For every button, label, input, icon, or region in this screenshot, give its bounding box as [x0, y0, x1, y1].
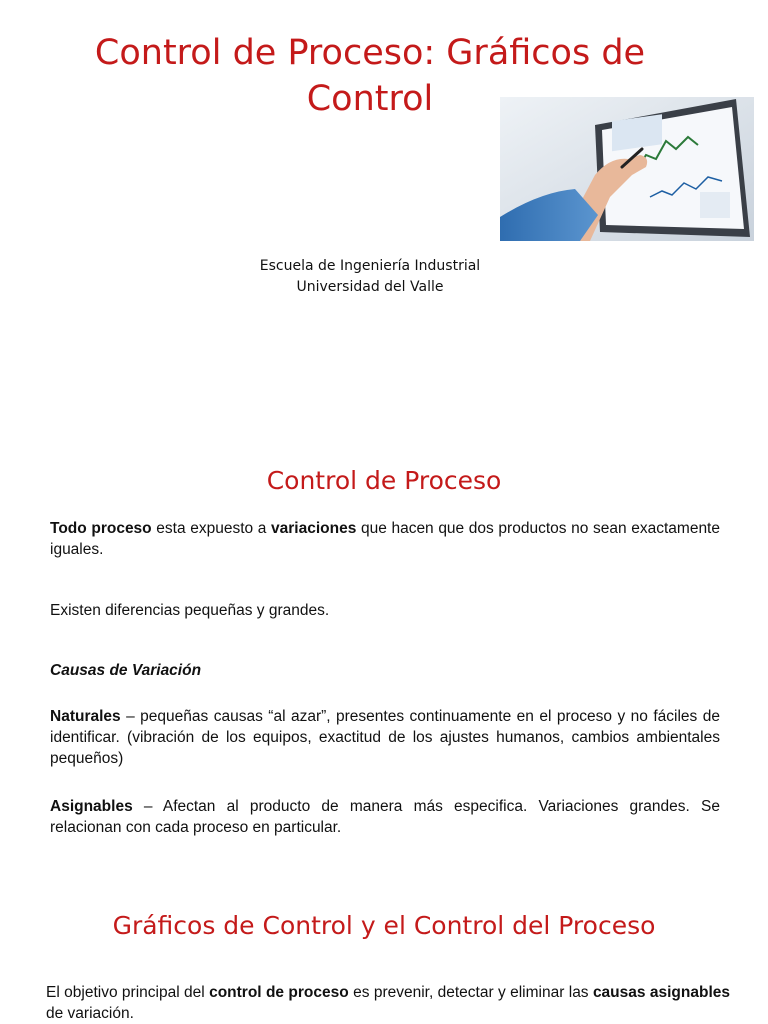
paragraph-asignables: [50, 796, 720, 838]
text: de variación.: [46, 1005, 134, 1022]
text: – pequeñas causas “al azar”, presentes continuamente en el proceso y no fáciles de identificar. (vibración de los equipos, exactitud de los ajustes humanos, cambios ambientales pequeños): [50, 708, 720, 767]
text: que hacen que dos productos no sean exactamente iguales.: [50, 520, 720, 558]
subtitle-university: Universidad del Valle: [296, 279, 444, 295]
section-heading-control-proceso: Control de Proceso: [266, 466, 502, 495]
bold-variaciones: variaciones: [271, 520, 357, 537]
bold-naturales: Naturales: [50, 708, 121, 725]
paragraph-naturales: [50, 706, 720, 769]
paragraph-objetivo: [46, 982, 730, 1024]
paragraph-variaciones: [50, 518, 720, 560]
subheading-causas: Causas de Variación: [50, 662, 202, 679]
subtitle-school: Escuela de Ingeniería Industrial: [259, 258, 481, 274]
text: El objetivo principal del: [46, 984, 210, 1001]
paragraph-diferencias: Existen diferencias pequeñas y grandes.: [50, 602, 330, 619]
monitor-chart-photo: [500, 97, 754, 241]
slide-title: Control de Proceso: Gráficos de Control: [94, 33, 646, 119]
bold-control-de-proceso: control de proceso: [209, 984, 349, 1001]
text: es prevenir, detectar y eliminar las: [348, 984, 593, 1001]
section-heading-graficos: Gráficos de Control y el Control del Proceso: [112, 911, 656, 940]
bold-asignables: Asignables: [50, 798, 133, 815]
bold-causas-asignables: causas asignables: [592, 984, 730, 1001]
text: esta expuesto a: [151, 520, 272, 537]
bold-todo-proceso: Todo proceso: [50, 520, 152, 537]
text: – Afectan al producto de manera más especifica. Variaciones grandes. Se relacionan con cada proceso en particular.: [50, 798, 720, 836]
institution-subtitle: [210, 256, 530, 298]
